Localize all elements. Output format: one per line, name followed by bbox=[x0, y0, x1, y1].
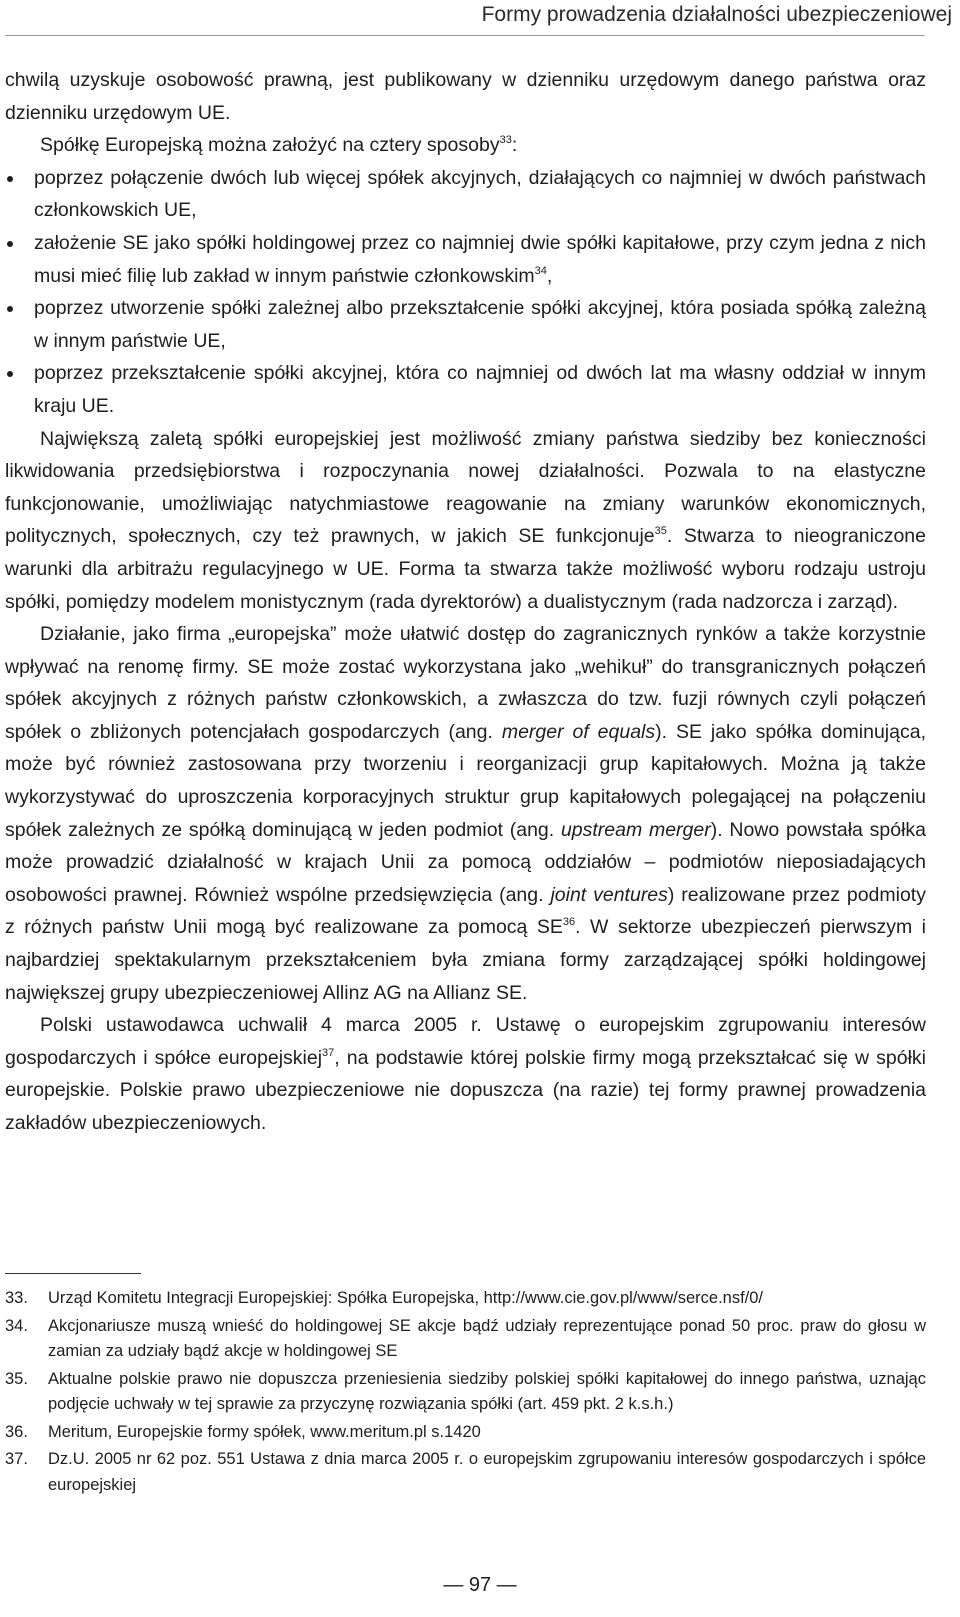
list-item-text: poprzez przekształcenie spółki akcyjnej, która co najmniej od dwóch lat ma własny oddział w innym kraju UE. bbox=[34, 362, 926, 417]
paragraph-text: Działanie, jako firma „europejska” może ułatwić dostęp do zagranicznych rynków a także korzystnie wpływać na renomę firmy. SE może zostać wykorzystana jako „wehikuł” do transgranicznych połączeń spółek akcyjnych z różnych państw członkowskich, a zwłaszcza do tzw. fuzji równych czyli połączeń spółek o zbliżonych potencjałach gospodarczych (ang. bbox=[5, 623, 926, 743]
footnote-rule bbox=[5, 1273, 141, 1274]
paragraph-text: Polski ustawodawca uchwalił 4 marca 2005 r. Ustawę o europejskim zgrupowaniu interesów gospodarczych i spółce europejskiej bbox=[5, 1014, 926, 1069]
running-header: Formy prowadzenia działalności ubezpieczeniowej bbox=[481, 3, 952, 26]
paragraph-advantages bbox=[5, 423, 926, 619]
paragraph-text: . W sektorze ubezpieczeń pierwszym i najbardziej spektakularnym przekształceniem była zmiana formy zarządzającej spółki holdingowej największej grupy ubezpieczeniowej Allinz AG na Allianz SE. bbox=[5, 916, 926, 1004]
bullet-icon bbox=[7, 176, 13, 182]
paragraph-continuation: chwilą uzyskuje osobowość prawną, jest publikowany w dzienniku urzędowym danego państwa oraz dzienniku urzędowym UE. bbox=[5, 69, 926, 124]
bullet-icon bbox=[7, 306, 13, 312]
bullet-icon bbox=[7, 371, 13, 377]
paragraph-text: Największą zaletą spółki europejskiej jest możliwość zmiany państwa siedziby bez konieczności likwidowania przedsiębiorstwa i rozpoczynania nowej działalności. Pozwala to na elastyczne funkcjonowanie, umożliwiając natychmiastowe reagowanie na zmiany warunków ekonomicznych, politycznych, społecznych, czy też prawnych, w jakich SE funkcjonuje bbox=[5, 427, 926, 548]
footnote-number: 33. bbox=[5, 1289, 28, 1307]
page-number: — 97 — bbox=[443, 1574, 517, 1596]
footnote-text: Meritum, Europejskie formy spółek, www.meritum.pl s.1420 bbox=[48, 1422, 481, 1441]
footnote-item bbox=[5, 1367, 926, 1418]
paragraph-text: ). Nowo powstała spółka może prowadzić działalność w krajach Unii za pomocą oddziałów – podmiotów nieposiadających osobowości prawnej. Również wspólne przedsięwzięcia (ang. bbox=[5, 818, 926, 906]
paragraph-polish-law bbox=[5, 1009, 926, 1139]
footnote-text: Aktualne polskie prawo nie dopuszcza przeniesienia siedziby polskiej spółki kapitałowej do innego państwa, uznając podjęcie uchwały w tej sprawie za przyczynę rozwiązania spółki (art. 459 pkt. 2 k.s.h.) bbox=[48, 1369, 926, 1413]
list-item bbox=[5, 357, 926, 422]
paragraph-text: ) realizowane przez podmioty z różnych państw Unii mogą być realizowane za pomocą SE bbox=[5, 883, 926, 939]
header-rule bbox=[5, 35, 925, 36]
list-item-text-tail: , bbox=[546, 264, 553, 287]
paragraph-text: . Stwarza to nieograniczone warunki dla arbitrażu regulacyjnego w UE. Forma ta stwarza także możliwość wyboru rodzaju ustroju spółki, pomiędzy modelem monistycznym (rada dyrektorów) a dualistycznym (rada nadzorcza i zarząd). bbox=[5, 525, 926, 613]
footnote-text: Urząd Komitetu Integracji Europejskiej: Spółka Europejska, http://www.cie.gov.pl/www/serce.nsf/0/ bbox=[48, 1289, 764, 1307]
footnote-item bbox=[5, 1420, 926, 1446]
paragraph-text: ). SE jako spółka dominująca, może być również zastosowana przy tworzeniu i reorganizacji grup kapitałowych. Można ją także wykorzystywać do uproszczenia korporacyjnych struktur grup kapitałowych polegającej na połączeniu spółek zależnych ze spółką dominującą w jeden podmiot (ang. bbox=[5, 720, 926, 841]
footnote-ref-34[interactable]: 34 bbox=[534, 264, 547, 277]
footnote-ref-35[interactable]: 35 bbox=[654, 525, 667, 538]
footnote-ref-36[interactable]: 36 bbox=[562, 916, 576, 929]
bullet-icon bbox=[7, 241, 13, 247]
footnote-number: 37. bbox=[5, 1450, 28, 1468]
ways-list bbox=[5, 162, 926, 423]
list-item-text: poprzez utworzenie spółki zależnej albo przekształcenie spółki akcyjnej, która posiada spółką zależną w innym państwie UE, bbox=[34, 297, 926, 352]
paragraph-text-tail: : bbox=[511, 134, 518, 157]
footnote-ref-37[interactable]: 37 bbox=[322, 1046, 335, 1059]
list-item-text: założenie SE jako spółki holdingowej przez co najmniej dwie spółki kapitałowe, przy czym jedna z nich musi mieć filię lub zakład w innym państwie członkowskim bbox=[34, 231, 926, 287]
footnote-number: 35. bbox=[5, 1369, 28, 1388]
list-item-text: poprzez połączenie dwóch lub więcej spółek akcyjnych, działających co najmniej w dwóch państwach członkowskich UE, bbox=[34, 166, 926, 222]
footnote-ref-33[interactable]: 33 bbox=[499, 134, 512, 147]
emphasis-term: upstream merger bbox=[560, 818, 711, 841]
list-item bbox=[5, 162, 926, 227]
body-text bbox=[5, 64, 926, 1140]
footnote-text: Dz.U. 2005 nr 62 poz. 551 Ustawa z dnia marca 2005 r. o europejskim zgrupowaniu interesów gospodarczych i spółce europejskiej bbox=[48, 1450, 926, 1494]
footnote-item bbox=[5, 1314, 926, 1365]
paragraph-text: Spółkę Europejską można założyć na cztery sposoby bbox=[40, 134, 500, 157]
paragraph-se-ways bbox=[5, 129, 926, 162]
emphasis-term: merger of equals bbox=[501, 720, 656, 743]
emphasis-term: joint ventures bbox=[550, 883, 668, 906]
list-item bbox=[5, 292, 926, 357]
footnote-text: Akcjonariusze muszą wnieść do holdingowej SE akcje bądź udziały reprezentujące ponad 50 proc. praw do głosu w zamian za udziały bądź akcje w holdingowej SE bbox=[48, 1316, 926, 1360]
footnotes bbox=[5, 1286, 926, 1500]
list-item bbox=[5, 227, 926, 292]
footnote-item bbox=[5, 1286, 926, 1312]
footnote-number: 34. bbox=[5, 1316, 28, 1335]
footnote-number: 36. bbox=[5, 1422, 28, 1441]
paragraph-european-firm bbox=[5, 618, 926, 1009]
paragraph-text: , na podstawie której polskie firmy mogą przekształcać się w spółki europejskie. Polskie prawo ubezpieczeniowe nie dopuszcza (na razie) tej formy prawnej prowadzenia zakładów ubezpieczeniowych. bbox=[5, 1046, 927, 1134]
footnote-item bbox=[5, 1447, 926, 1498]
